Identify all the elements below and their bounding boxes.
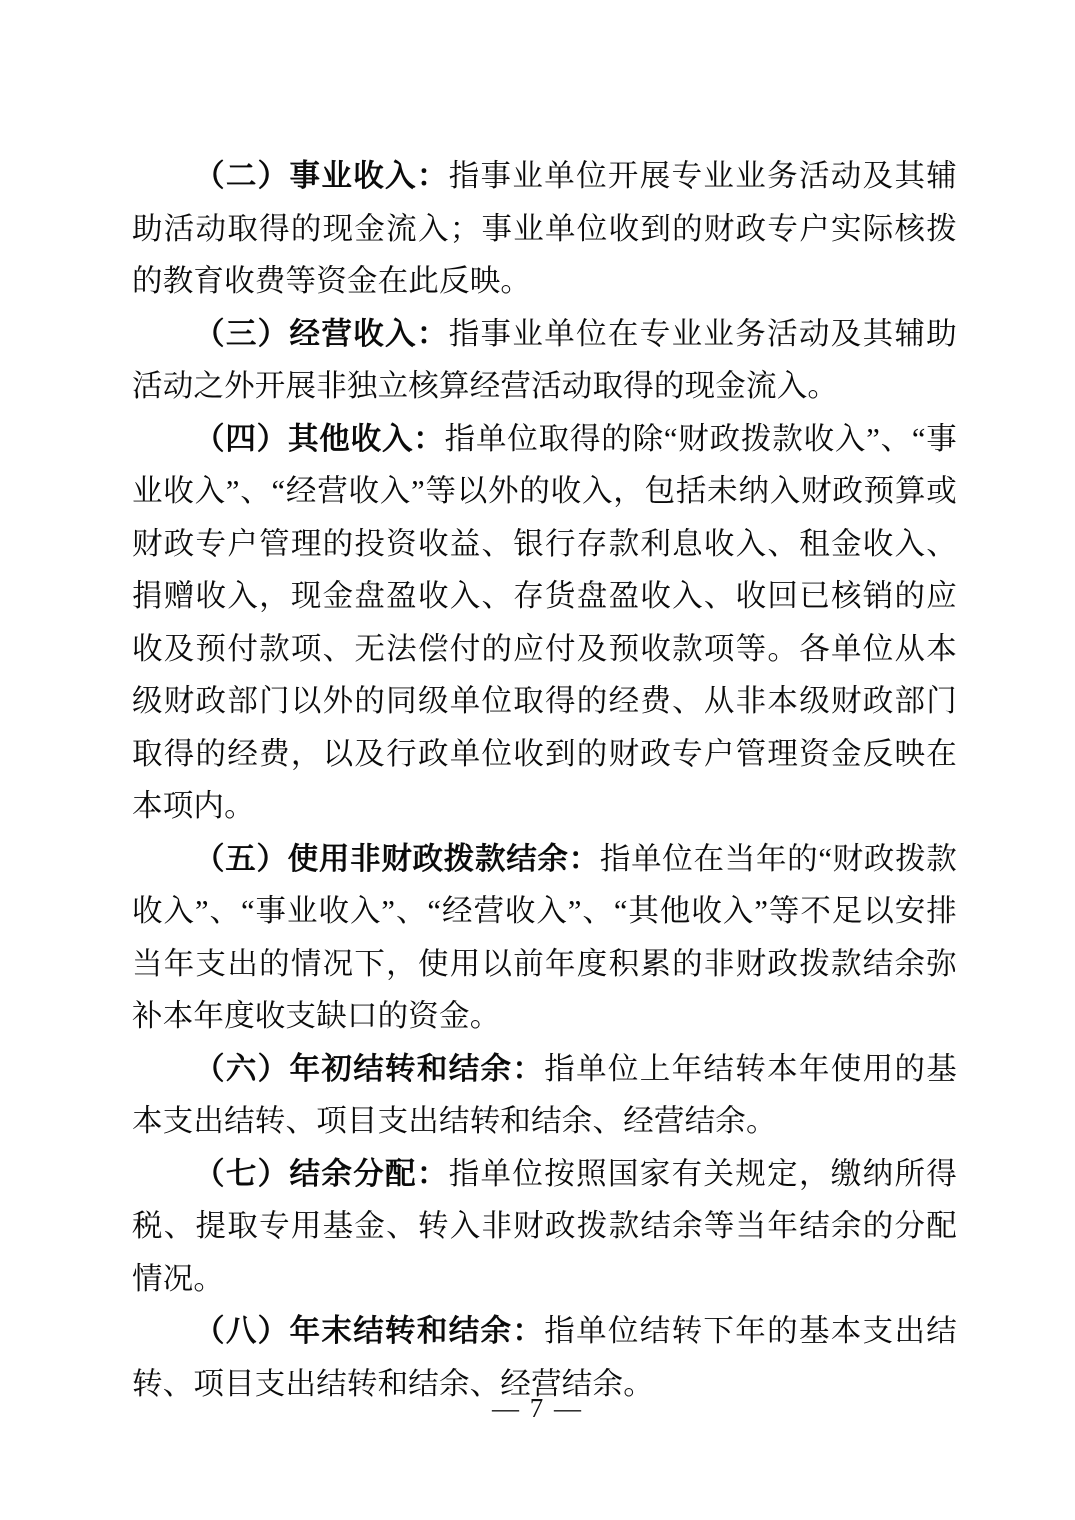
paragraph-6-text: 指单位上年结转本年使用的基本支出结转、项目支出结转和结余、经营结余。 [132,1051,957,1138]
paragraph-3 [132,308,957,413]
paragraph-5-lead: （五）使用非财政拨款结余： [194,841,600,876]
paragraph-6-lead: （六）年初结转和结余： [194,1051,545,1086]
paragraph-6 [132,1043,957,1148]
paragraph-5-text: 指单位在当年的“财政拨款收入”、“事业收入”、“经营收入”、“其他收入”等不足以安排当年支出的情况下，使用以前年度积累的非财政拨款结余弥补本年度收支缺口的资金。 [132,841,958,1033]
paragraph-2-text: 指事业单位开展专业业务活动及其辅助活动取得的现金流入；事业单位收到的财政专户实际核拨的教育收费等资金在此反映。 [132,159,957,298]
paragraph-4-lead: （四）其他收入： [194,421,445,456]
paragraph-3-text: 指事业单位在专业业务活动及其辅助活动之外开展非独立核算经营活动取得的现金流入。 [132,316,957,403]
document-body [132,150,957,1410]
paragraph-5 [132,833,957,1043]
paragraph-7-text: 指单位按照国家有关规定，缴纳所得税、提取专用基金、转入非财政拨款结余等当年结余的分配情况。 [132,1156,957,1296]
paragraph-2-lead: （二）事业收入： [194,159,449,193]
page-number: — 7 — [492,1393,583,1423]
paragraph-8-text: 指单位结转下年的基本支出结转、项目支出结转和结余、经营结余。 [132,1314,957,1401]
paragraph-8-lead: （八）年末结转和结余： [194,1314,545,1348]
paragraph-3-lead: （三）经营收入： [194,316,449,351]
paragraph-2 [132,150,957,308]
paragraph-4 [132,413,957,833]
paragraph-4-text: 指单位取得的除“财政拨款收入”、“事业收入”、“经营收入”等以外的收入，包括未纳入财政预算或财政专户管理的投资收益、银行存款利息收入、租金收入、捐赠收入，现金盘盈收入、存货盘盈收入、收回已核销的应收及预付款项、无法偿付的应付及预收款项等。各单位从本级财政部门以外的同级单位取得的经费、从非本级财政部门取得的经费，以及行政单位收到的财政专户管理资金反映在本项内。 [132,421,957,823]
paragraph-7-lead: （七）结余分配： [194,1156,449,1191]
paragraph-7 [132,1148,957,1306]
